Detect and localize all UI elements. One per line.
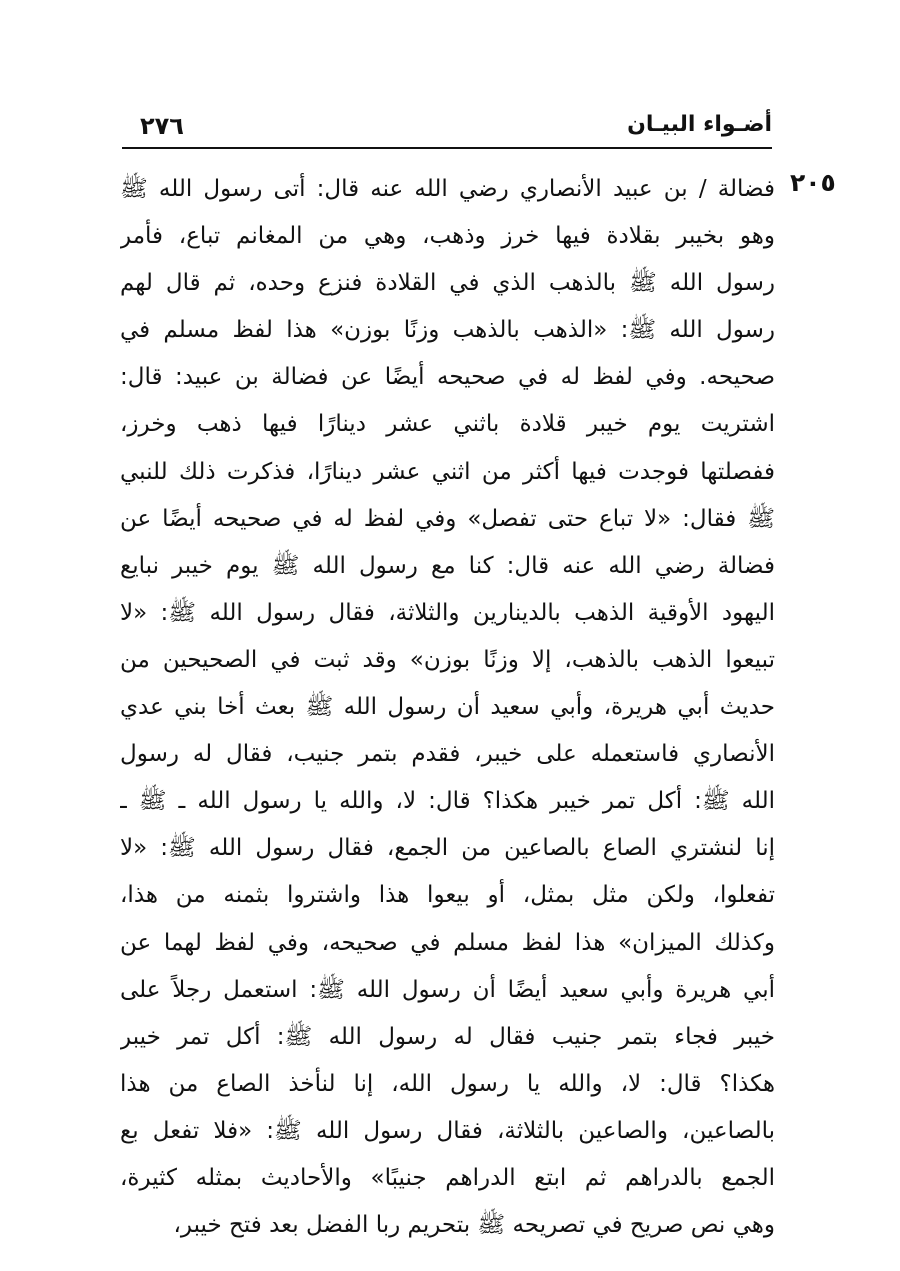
text-line: تبيعوا الذهب بالذهب، إلا وزنًا بوزن» وقد ثبت في الصحيحين من [120,646,775,673]
text-line: بالصاعين، والصاعين بالثلاثة، فقال رسول الله ﷺ: «فلا تفعل بع [120,1117,775,1144]
text-line: هكذا؟ قال: لا، والله يا رسول الله، إنا لنأخذ الصاع من هذا [120,1070,775,1097]
text-line: ﷺ فقال: «لا تباع حتى تفصل» وفي لفظ له في صحيحه أيضًا عن [120,505,775,532]
margin-page-marker: ٢٠٥ [790,168,836,197]
text-line: الجمع بالدراهم ثم ابتع الدراهم جنيبًا» والأحاديث بمثله كثيرة، [120,1164,775,1191]
text-line: الله ﷺ: أكل تمر خيبر هكذا؟ قال: لا، والله يا رسول الله ـ ﷺ ـ [120,788,775,815]
page-number: ٢٧٦ [140,112,184,140]
text-line: حديث أبي هريرة، وأبي سعيد أن رسول الله ﷺ بعث أخا بني عدي [120,694,775,721]
text-line: اشتريت يوم خيبر قلادة باثني عشر دينارًا فيها ذهب وخرز، [120,411,775,438]
text-line: أبي هريرة وأبي سعيد أيضًا أن رسول الله ﷺ: استعمل رجلاً على [120,976,775,1003]
text-line: ففصلتها فوجدت فيها أكثر من اثني عشر دينارًا، فذكرت ذلك للنبي [120,458,775,485]
text-line: رسول الله ﷺ بالذهب الذي في القلادة فنزع وحده، ثم قال لهم [120,270,775,297]
text-line: وهو بخيبر بقلادة فيها خرز وذهب، وهي من المغانم تباع، فأمر [120,223,775,250]
body-text [120,172,775,1255]
text-line: صحيحه. وفي لفظ له في صحيحه أيضًا عن فضالة بن عبيد: قال: [120,364,775,391]
text-line: وكذلك الميزان» هذا لفظ مسلم في صحيحه، وفي لفظ لهما عن [120,929,775,956]
text-line: فضالة / بن عبيد الأنصاري رضي الله عنه قال: أتى رسول الله ﷺ [120,176,775,202]
text-line: رسول الله ﷺ: «الذهب بالذهب وزنًا بوزن» هذا لفظ مسلم في [120,317,775,344]
text-line: اليهود الأوقية الذهب بالدينارين والثلاثة، فقال رسول الله ﷺ: «لا [120,599,775,626]
text-line: تفعلوا، ولكن مثل بمثل، أو بيعوا هذا واشتروا بثمنه من هذا، [120,882,775,909]
text-line: خيبر فجاء بتمر جنيب فقال له رسول الله ﷺ: أكل تمر خيبر [120,1023,775,1050]
book-title: أضـواء البيـان [627,112,772,137]
header-rule [122,147,772,149]
text-line: فضالة رضي الله عنه قال: كنا مع رسول الله ﷺ يوم خيبر نبايع [120,552,775,579]
page-header [122,108,772,148]
text-line: إنا لنشتري الصاع بالصاعين من الجمع، فقال رسول الله ﷺ: «لا [120,835,775,862]
text-line: الأنصاري فاستعمله على خيبر، فقدم بتمر جنيب، فقال له رسول [120,741,775,768]
text-line: وهي نص صريح في تصريحه ﷺ بتحريم ربا الفضل بعد فتح خيبر، [173,1212,775,1239]
